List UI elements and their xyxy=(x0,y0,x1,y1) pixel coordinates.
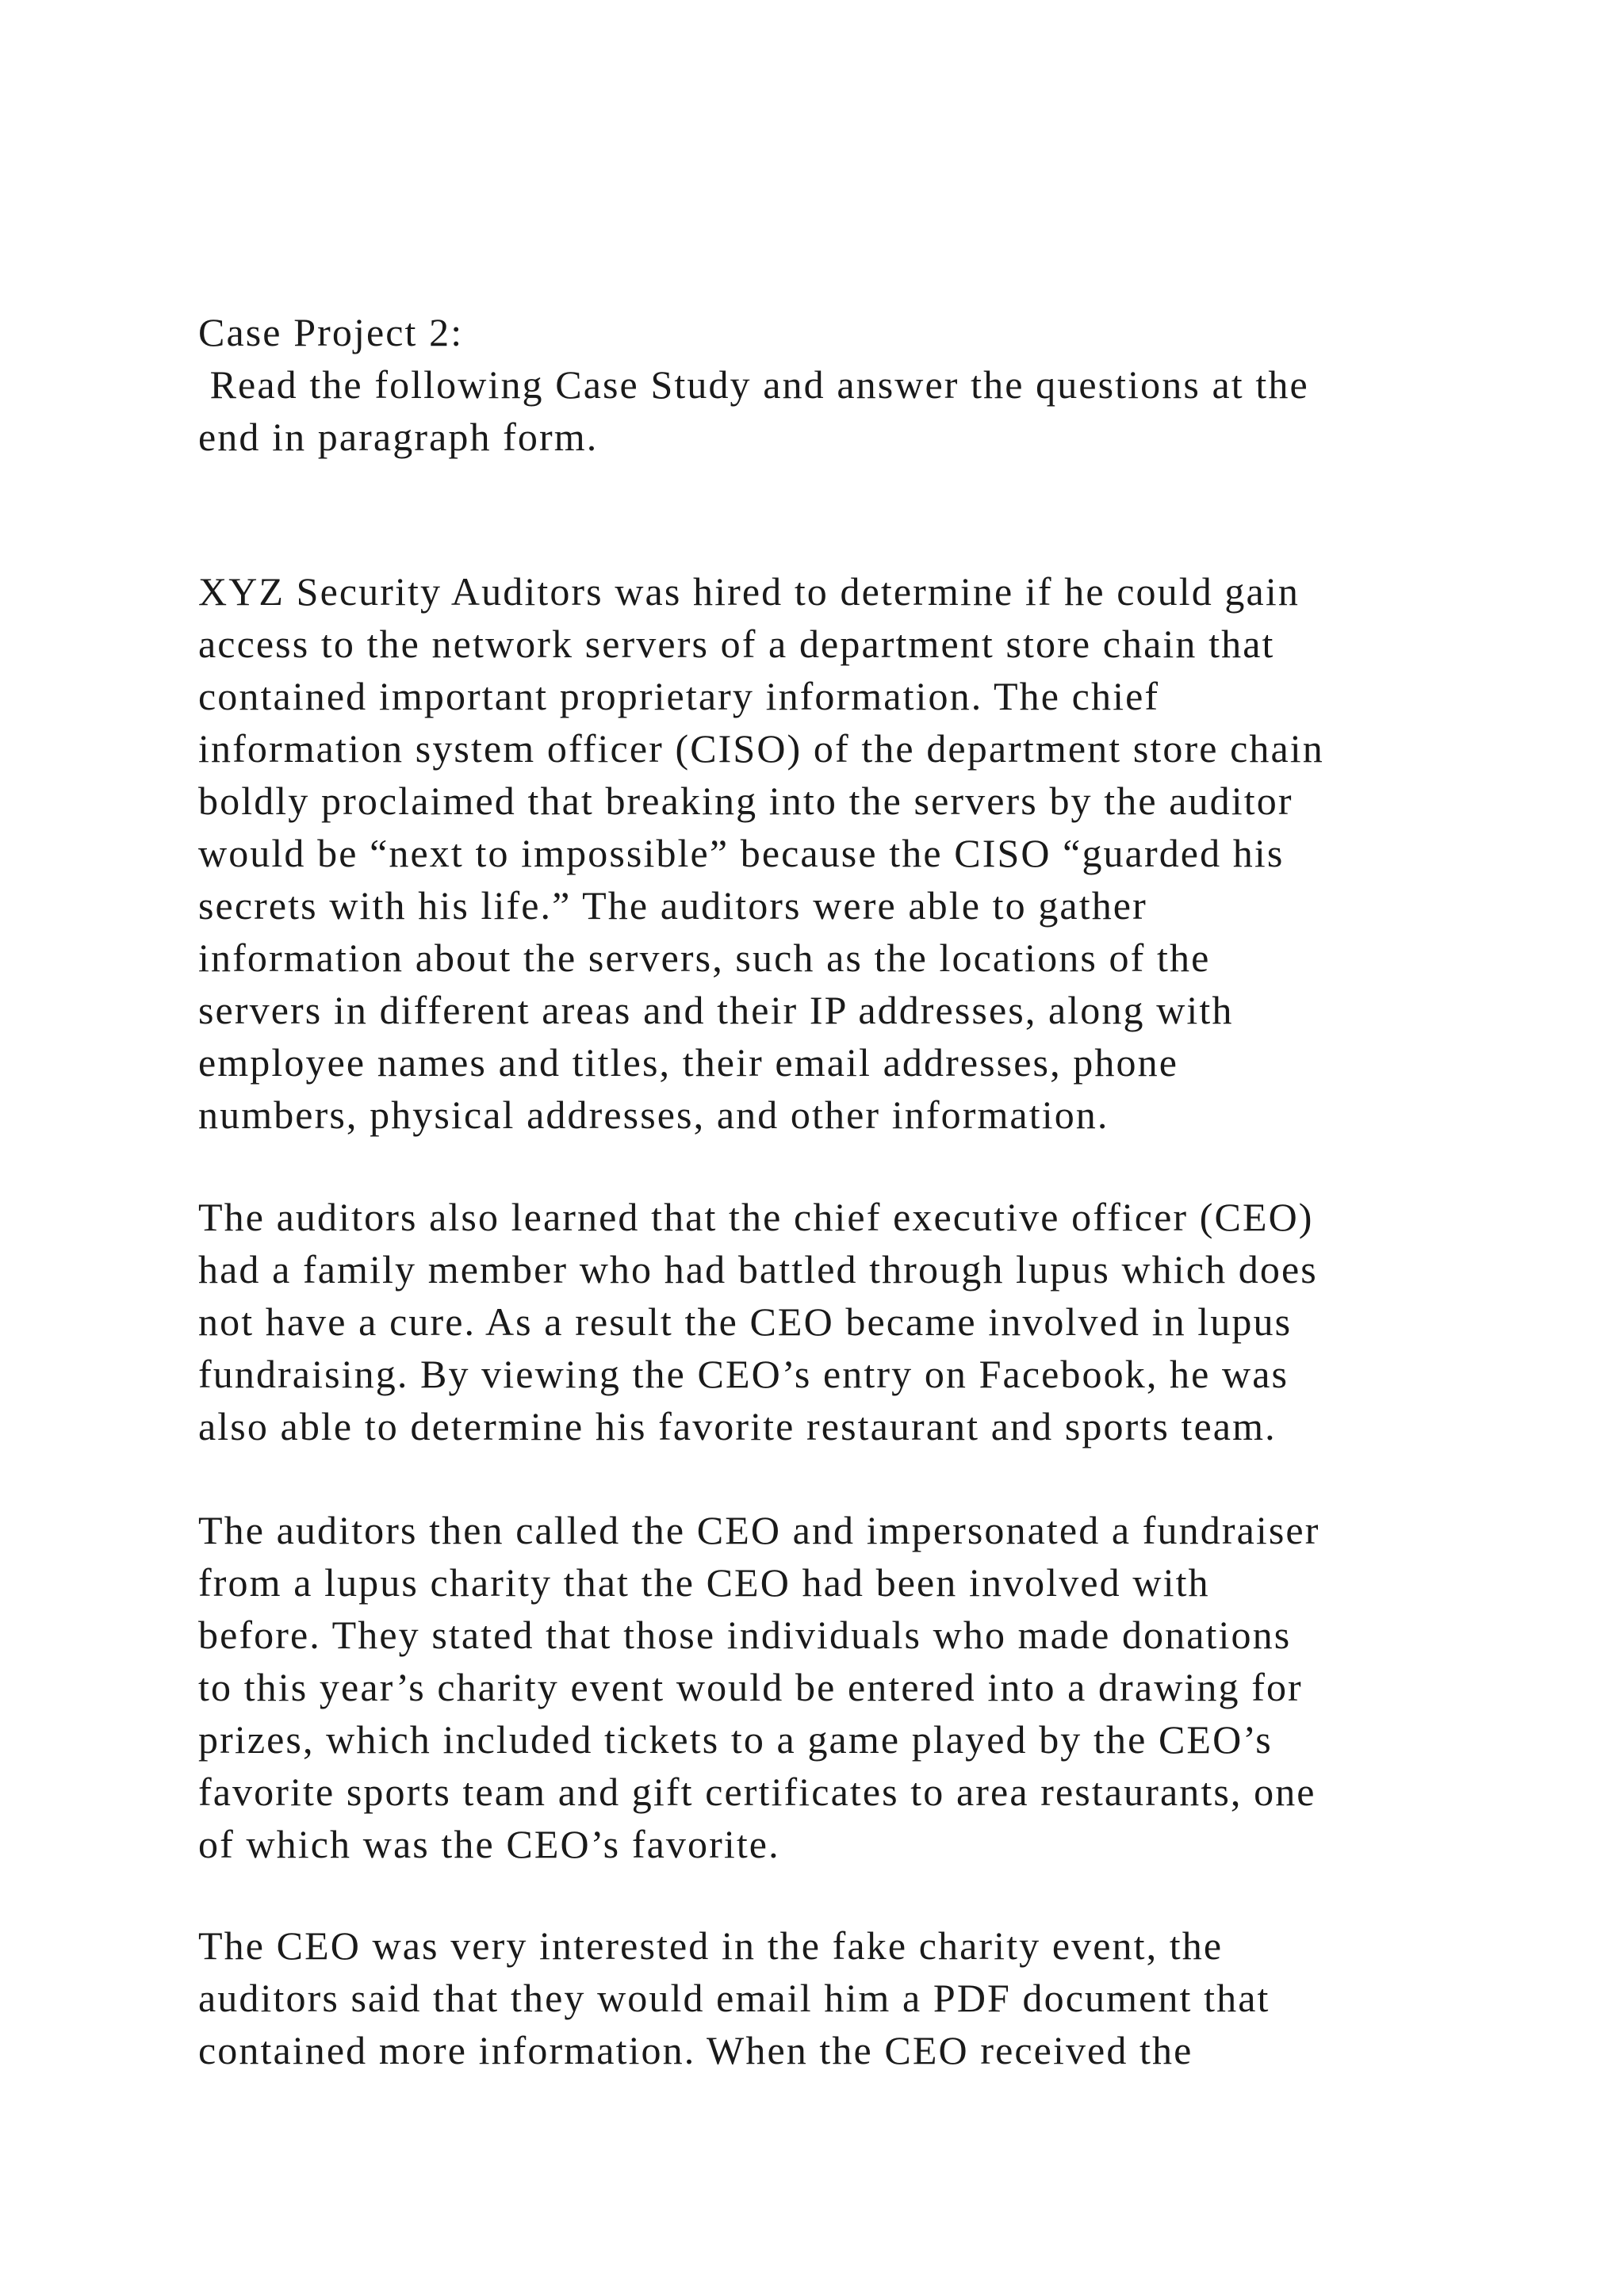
text-line: information system officer (CISO) of the department store chain xyxy=(198,726,1324,771)
text-line: favorite sports team and gift certificates to area restaurants, one xyxy=(198,1770,1316,1814)
paragraph-2 xyxy=(198,1191,1507,1452)
paragraph-4 xyxy=(198,1919,1507,2076)
instruction-line: end in paragraph form. xyxy=(198,415,599,459)
text-line: would be “next to impossible” because the CISO “guarded his xyxy=(198,831,1285,875)
text-line: employee names and titles, their email addresses, phone xyxy=(198,1040,1178,1085)
text-line: to this year’s charity event would be entered into a drawing for xyxy=(198,1665,1303,1709)
text-line: from a lupus charity that the CEO had been involved with xyxy=(198,1560,1210,1605)
text-line: boldly proclaimed that breaking into the servers by the auditor xyxy=(198,779,1293,823)
case-title: Case Project 2: xyxy=(198,310,464,354)
text-line: fundraising. By viewing the CEO’s entry on Facebook, he was xyxy=(198,1352,1289,1396)
text-line: not have a cure. As a result the CEO became involved in lupus xyxy=(198,1299,1293,1344)
text-line: secrets with his life.” The auditors were able to gather xyxy=(198,883,1147,928)
text-line: auditors said that they would email him a PDF document that xyxy=(198,1976,1270,2020)
text-line: servers in different areas and their IP addresses, along with xyxy=(198,988,1234,1032)
paragraph-1 xyxy=(198,565,1507,1141)
text-line: The CEO was very interested in the fake charity event, the xyxy=(198,1923,1224,1968)
text-line: also able to determine his favorite restaurant and sports team. xyxy=(198,1404,1277,1448)
text-line: The auditors then called the CEO and impersonated a fundraiser xyxy=(198,1508,1320,1552)
text-line: The auditors also learned that the chief executive officer (CEO) xyxy=(198,1195,1314,1239)
text-line: information about the servers, such as the locations of the xyxy=(198,936,1211,980)
text-line: numbers, physical addresses, and other information. xyxy=(198,1093,1109,1137)
text-line: before. They stated that those individuals who made donations xyxy=(198,1613,1292,1657)
paragraph-3 xyxy=(198,1504,1507,1870)
case-header xyxy=(198,306,1507,463)
text-line: prizes, which included tickets to a game played by the CEO’s xyxy=(198,1717,1273,1762)
text-line: XYZ Security Auditors was hired to determine if he could gain xyxy=(198,569,1300,614)
text-line: of which was the CEO’s favorite. xyxy=(198,1822,780,1866)
text-line: had a family member who had battled through lupus which does xyxy=(198,1247,1318,1292)
text-line: contained important proprietary information. The chief xyxy=(198,674,1160,718)
text-line: access to the network servers of a department store chain that xyxy=(198,622,1275,666)
instruction-line: Read the following Case Study and answer the questions at the xyxy=(198,362,1309,407)
text-line: contained more information. When the CEO received the xyxy=(198,2028,1193,2072)
